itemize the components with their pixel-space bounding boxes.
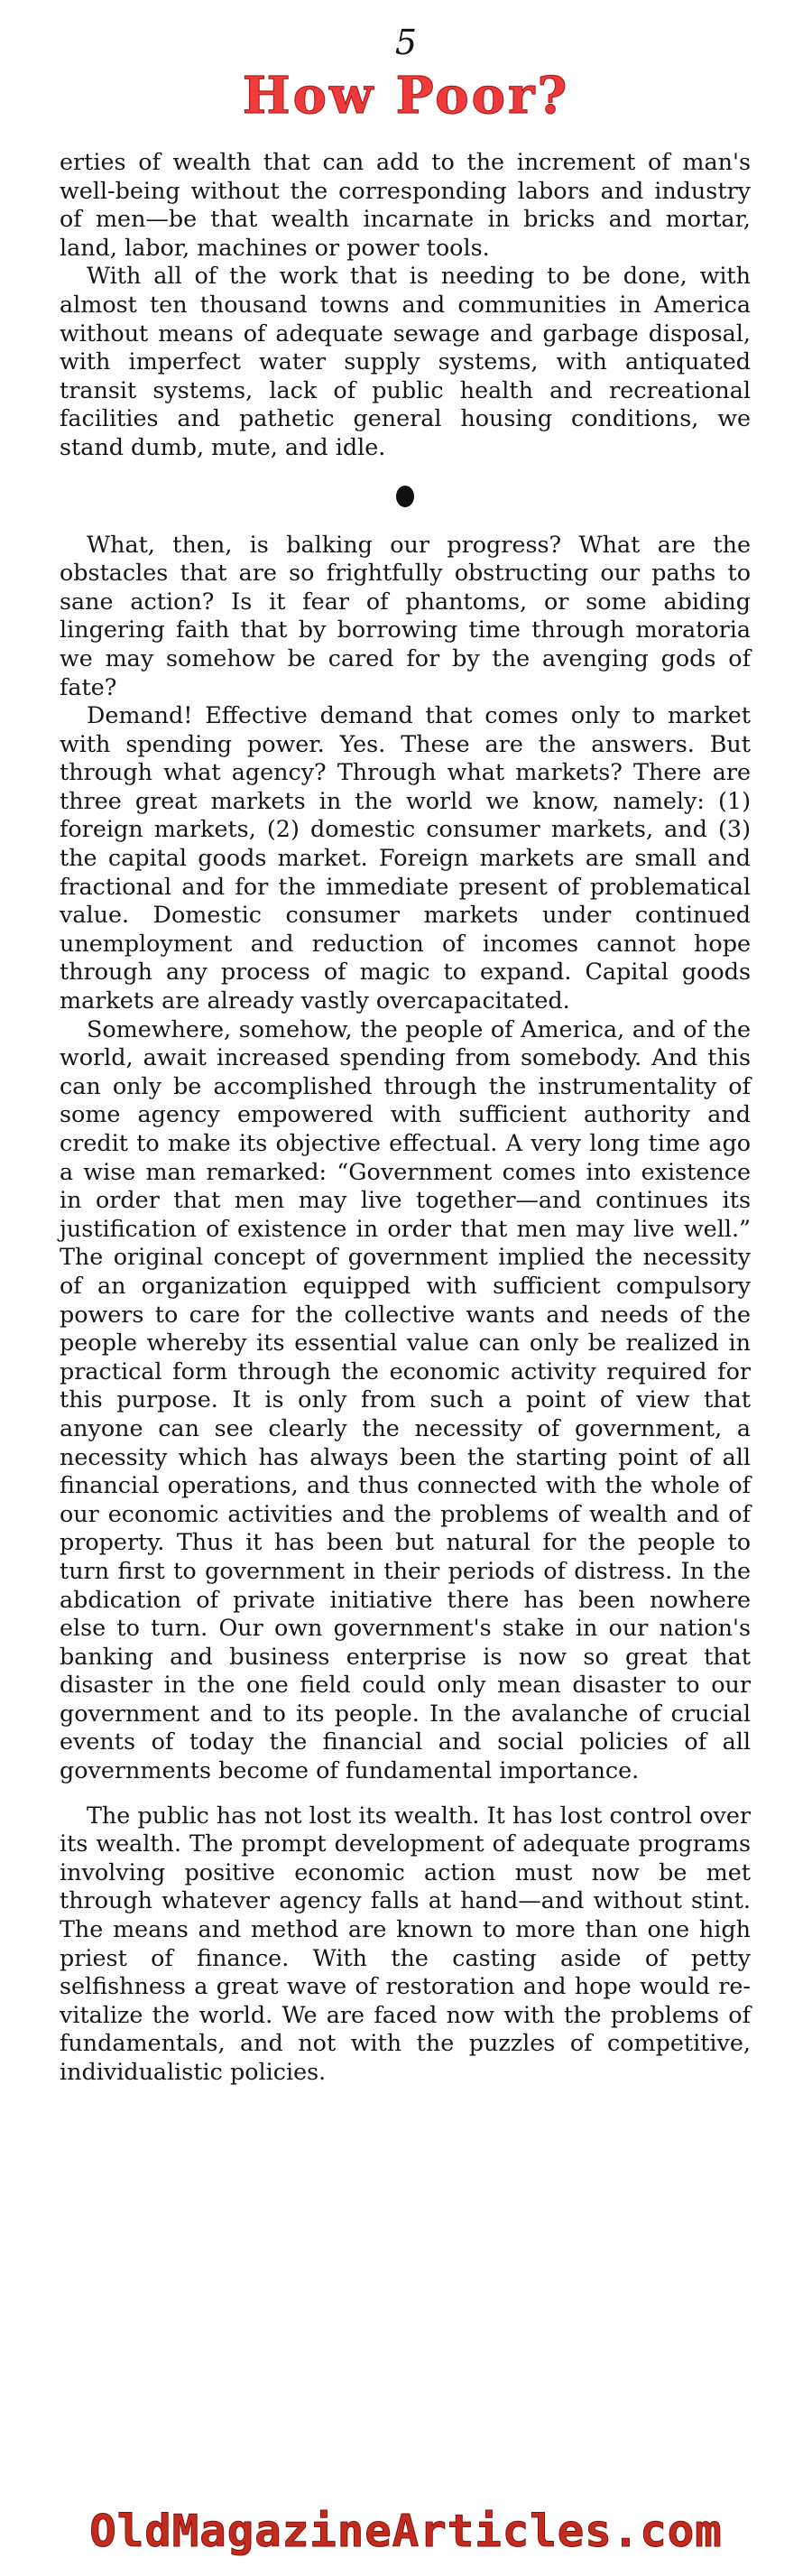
paragraph: Somewhere, somehow, the people of America, and of the world, await increased spending from somebody. And this can only be accomplished through the instrumentality of some agency empowered with sufficient authority and credit to make its objective effectual. A very long time ago a wise man remarked: “Government comes into existence in order that men may live together—and continues its justification of existence in order that men may live well.” The original concept of government implied the necessity of an organization equipped with sufficient compulsory powers to care for the collective wants and needs of the people whereby its essential value can only be realized in practical form through the economic activity required for this purpose. It is only from such a point of view that anyone can see clearly the necessity of government, a necessity which has always been the starting point of all financial operations, and thus connected with the whole of our economic activities and the problems of wealth and of property. Thus it has been but natural for the people to turn first to government in their periods of distress. In the abdication of private initiative there has been nowhere else to turn. Our own government's stake in our nation's banking and business enterprise is now so great that disaster in the one field could only mean disaster to our government and to its people. In the avalanche of crucial events of today the financial and social policies of all governments become of fundamental importance. — [60, 1015, 751, 1784]
paragraph-continued: erties of wealth that can add to the increment of man's well-being without the corresponding labors and industry of men—be that wealth incarnate in bricks and mortar, land, labor, machines or power tools. — [60, 148, 751, 261]
paragraph: With all of the work that is needing to be done, with almost ten thousand towns and communities in America without means of adequate sewage and garbage disposal, with imperfect water supply systems, with antiquated transit systems, lack of public health and recreational facilities and pathetic general housing conditions, we stand dumb, mute, and idle. — [60, 262, 751, 460]
site-watermark: OldMagazineArticles.com — [89, 2506, 723, 2557]
paragraph: The public has not lost its wealth. It has lost control over its wealth. The prompt development of adequate programs involving positive economic action must now be met through whatever agency falls at hand—and without stint. The means and method are known to more than one high priest of finance. With the casting aside of petty selfishness a great wave of restoration and hope would re-vitalize the world. We are faced now with the problems of fundamentals, and not with the puzzles of competitive, individualistic policies. — [60, 1801, 751, 2085]
paragraph: What, then, is balking our progress? What are the obstacles that are so frightfully obstructing our paths to sane action? Is it fear of phantoms, or some abiding lingering faith that by borrowing time through moratoria we may somehow be cared for by the avenging gods of fate? — [60, 530, 751, 700]
article-body — [60, 148, 751, 2087]
page-number: 5 — [394, 23, 418, 62]
section-divider-dot — [60, 462, 751, 531]
article-headline: How Poor? — [242, 66, 570, 125]
paragraph: Demand! Effective demand that comes only to market with spending power. Yes. These are the answers. But through what agency? Through what markets? There are three great markets in the world we know, namely: (1) foreign markets, (2) domestic consumer markets, and (3) the capital goods market. Foreign markets are small and fractional and for the immediate present of problematical value. Domestic consumer markets under continued unemployment and reduction of incomes cannot hope through any process of magic to expand. Capital goods markets are already vastly overcapacitated. — [60, 701, 751, 1015]
